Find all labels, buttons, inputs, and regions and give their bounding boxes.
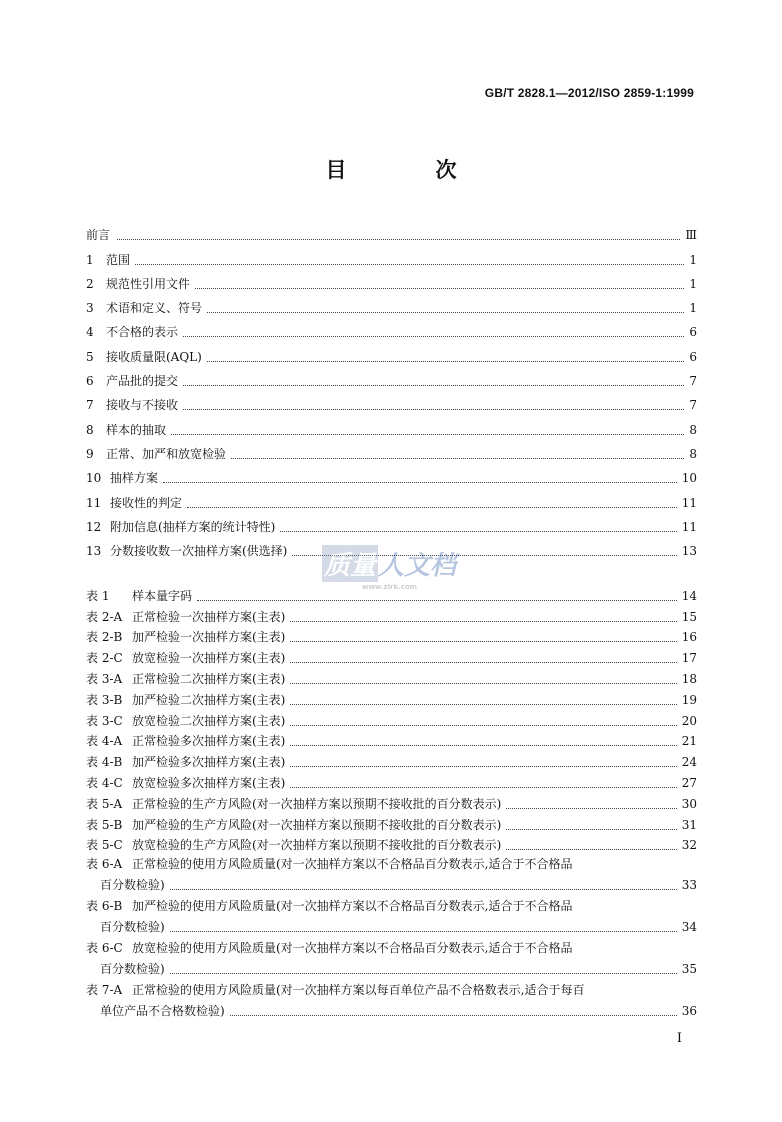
toc-entry-label: 抽样方案 [110, 471, 159, 486]
dot-leader [197, 600, 677, 601]
toc-entry-label: 接收质量限(AQL) [106, 349, 202, 364]
toc-entry[interactable] [86, 833, 697, 854]
dot-leader [230, 1015, 677, 1016]
toc-entry-page: 6 [689, 325, 697, 340]
toc-entry[interactable] [86, 413, 697, 437]
toc-entry[interactable] [86, 268, 697, 292]
toc-entry[interactable] [86, 243, 697, 267]
toc-entry-page: 35 [681, 962, 697, 977]
toc-entry-number: 表 2-B [86, 630, 123, 645]
toc-entry-number: 表 5-B [86, 817, 123, 832]
toc-entry-page: 6 [689, 349, 697, 364]
dot-leader [290, 641, 676, 642]
toc-entry-label: 正常检验的使用方风险质量(对一次抽样方案以不合格品百分数表示,适合于不合格品 [132, 857, 573, 872]
watermark-text: 人文档 [378, 550, 457, 581]
toc-entry-page: Ⅲ [685, 228, 697, 243]
toc-entry-page: 11 [681, 519, 697, 534]
toc-entry[interactable] [86, 687, 697, 708]
toc-entry-page: 32 [681, 838, 697, 853]
toc-entry[interactable] [86, 219, 697, 243]
toc-entry-number: 表 6-A [86, 857, 123, 872]
toc-entry-number: 2 [86, 276, 94, 291]
toc-entry-number: 9 [86, 446, 94, 461]
toc-entry-number: 前言 [86, 228, 111, 243]
dot-leader [183, 385, 684, 386]
toc-entry-label: 加严检验多次抽样方案(主表) [132, 755, 286, 770]
watermark-box-text: 质量 [322, 545, 378, 582]
toc-entry-label: 规范性引用文件 [106, 276, 191, 291]
toc-entry[interactable] [86, 389, 697, 413]
dot-leader [506, 829, 676, 830]
toc-entry-label: 样本的抽取 [106, 422, 167, 437]
toc-entry-label: 术语和定义、符号 [106, 301, 203, 316]
toc-entry-page: 16 [681, 630, 697, 645]
toc-entry-page: 33 [681, 878, 697, 893]
toc-entry-label-continued: 百分数检验) [100, 920, 165, 935]
toc-entry-label: 不合格的表示 [106, 325, 179, 340]
toc-entry-label: 产品批的提交 [106, 374, 179, 389]
toc-entry-label: 放宽检验的使用方风险质量(对一次抽样方案以不合格品百分数表示,适合于不合格品 [132, 941, 573, 956]
toc-entry-label: 放宽检验多次抽样方案(主表) [132, 775, 286, 790]
dot-leader [506, 849, 676, 850]
toc-entry-page: 8 [689, 446, 697, 461]
dot-leader [187, 507, 677, 508]
dot-leader [135, 264, 684, 265]
toc-entry-label: 正常、加严和放宽检验 [106, 446, 227, 461]
toc-entry-label: 放宽检验二次抽样方案(主表) [132, 713, 286, 728]
toc-entry-number: 表 2-C [86, 651, 123, 666]
dot-leader [290, 662, 676, 663]
toc-entry-number: 1 [86, 252, 94, 267]
toc-entry[interactable] [86, 791, 697, 812]
dot-leader [207, 312, 684, 313]
toc-entry-number: 5 [86, 349, 94, 364]
toc-entry[interactable] [86, 365, 697, 389]
toc-entry-page: 19 [681, 692, 697, 707]
toc-entry-number: 表 3-C [86, 713, 123, 728]
dot-leader [163, 482, 677, 483]
watermark-sub: www.zlrk.com [362, 583, 418, 591]
toc-entry-page: 10 [681, 471, 697, 486]
toc-entry[interactable] [86, 340, 697, 364]
toc-entry-label: 正常检验的生产方风险(对一次抽样方案以预期不接收批的百分数表示) [132, 796, 502, 811]
toc-entry-number: 13 [86, 544, 102, 559]
toc-entry[interactable] [86, 316, 697, 340]
toc-entry-label: 范围 [106, 252, 131, 267]
toc-entry-page: 20 [681, 713, 697, 728]
dot-leader [117, 239, 680, 240]
dot-leader [290, 745, 676, 746]
toc-entry-number: 8 [86, 422, 94, 437]
toc-entry-label: 附加信息(抽样方案的统计特性) [110, 519, 276, 534]
toc-entry-page: 1 [689, 252, 697, 267]
toc-entry[interactable] [86, 438, 697, 462]
dot-leader [195, 288, 684, 289]
toc-entry-number: 表 3-B [86, 692, 123, 707]
toc-entry-page: 24 [681, 755, 697, 770]
toc-entry-page: 30 [681, 796, 697, 811]
toc-entry-number: 表 5-C [86, 838, 123, 853]
toc-tables [86, 583, 697, 1021]
toc-entry-label: 放宽检验一次抽样方案(主表) [132, 651, 286, 666]
toc-entry-page: 15 [681, 609, 697, 624]
toc-entry[interactable] [86, 645, 697, 666]
dot-leader [231, 458, 684, 459]
page-number: I [676, 1031, 682, 1046]
watermark-logo [322, 545, 460, 591]
toc-entry-label: 接收与不接收 [106, 398, 179, 413]
toc-entry-page: 11 [681, 495, 697, 510]
toc-entry-page: 31 [681, 817, 697, 832]
toc-entry-label-continued: 单位产品不合格数检验) [100, 1004, 225, 1019]
toc-entry-label: 正常检验的使用方风险质量(对一次抽样方案以每百单位产品不合格数表示,适合于每百 [132, 983, 585, 998]
toc-entry[interactable] [86, 729, 697, 750]
toc-entry-number: 表 3-A [86, 671, 123, 686]
toc-entry-page: 34 [681, 920, 697, 935]
dot-leader [170, 889, 677, 890]
toc-entry-label: 加严检验的使用方风险质量(对一次抽样方案以不合格品百分数表示,适合于不合格品 [132, 899, 573, 914]
toc-entry-number: 表 6-B [86, 899, 123, 914]
toc-entry-label: 加严检验一次抽样方案(主表) [132, 630, 286, 645]
toc-entry-number: 表 5-A [86, 796, 123, 811]
toc-entry-number: 7 [86, 398, 94, 413]
toc-entry-number: 12 [86, 519, 102, 534]
standard-code: GB/T 2828.1—2012/ISO 2859-1:1999 [484, 86, 694, 100]
dot-leader [290, 766, 676, 767]
toc-entry[interactable] [86, 770, 697, 791]
dot-leader [183, 409, 684, 410]
toc-entry[interactable] [86, 708, 697, 729]
toc-entry-number: 表 2-A [86, 609, 123, 624]
toc-entry-page: 14 [681, 588, 697, 603]
dot-leader [290, 725, 676, 726]
toc-entry[interactable] [86, 511, 697, 535]
toc-entry-number: 表 4-A [86, 734, 123, 749]
toc-entry-number: 6 [86, 374, 94, 389]
toc-entry-page: 17 [681, 651, 697, 666]
toc-entry-label: 样本量字码 [132, 588, 193, 603]
toc-entry-wrapped[interactable] [86, 895, 697, 937]
toc-entry[interactable] [86, 462, 697, 486]
toc-entry-label: 放宽检验的生产方风险(对一次抽样方案以预期不接收批的百分数表示) [132, 838, 502, 853]
toc-entry-label: 正常检验多次抽样方案(主表) [132, 734, 286, 749]
dot-leader [207, 361, 685, 362]
dot-leader [170, 931, 677, 932]
toc-entry-label: 分数接收数一次抽样方案(供选择) [110, 544, 288, 559]
toc-entry-page: 7 [689, 398, 697, 413]
toc-entry-label: 加严检验的生产方风险(对一次抽样方案以预期不接收批的百分数表示) [132, 817, 502, 832]
toc-entry-page: 36 [681, 1004, 697, 1019]
toc-entry-number: 11 [86, 495, 102, 510]
dot-leader [506, 808, 676, 809]
page-title: 目 次 [325, 157, 491, 182]
toc-entry-number: 表 6-C [86, 941, 123, 956]
dot-leader [290, 621, 676, 622]
toc-entry-number: 表 1 [86, 588, 110, 603]
dot-leader [290, 704, 676, 705]
dot-leader [290, 683, 676, 684]
toc-entry-label: 加严检验二次抽样方案(主表) [132, 692, 286, 707]
toc-entry-page: 27 [681, 775, 697, 790]
toc-entry[interactable] [86, 604, 697, 625]
toc-entry-label-continued: 百分数检验) [100, 962, 165, 977]
toc-entry[interactable] [86, 749, 697, 770]
toc-sections [86, 219, 697, 559]
toc-entry-page: 13 [681, 544, 697, 559]
dot-leader [290, 787, 676, 788]
toc-entry[interactable] [86, 666, 697, 687]
toc-entry-number: 表 4-B [86, 755, 123, 770]
toc-entry-wrapped[interactable] [86, 853, 697, 895]
toc-entry[interactable] [86, 292, 697, 316]
dot-leader [171, 434, 684, 435]
toc-entry-label: 正常检验二次抽样方案(主表) [132, 671, 286, 686]
dot-leader [170, 973, 677, 974]
toc-entry[interactable] [86, 486, 697, 510]
toc-entry-number: 3 [86, 301, 94, 316]
toc-entry-page: 7 [689, 374, 697, 389]
toc-entry-wrapped[interactable] [86, 979, 697, 1021]
toc-entry-label-continued: 百分数检验) [100, 878, 165, 893]
toc-entry-number: 10 [86, 471, 102, 486]
toc-entry-page: 1 [689, 276, 697, 291]
toc-entry-page: 21 [681, 734, 697, 749]
dot-leader [280, 531, 676, 532]
dot-leader [183, 336, 684, 337]
toc-entry-number: 表 4-C [86, 775, 123, 790]
toc-entry[interactable] [86, 812, 697, 833]
toc-entry-number: 4 [86, 325, 94, 340]
toc-entry-label: 正常检验一次抽样方案(主表) [132, 609, 286, 624]
toc-entry-number: 表 7-A [86, 983, 123, 998]
toc-entry-page: 8 [689, 422, 697, 437]
toc-entry-page: 1 [689, 301, 697, 316]
toc-entry[interactable] [86, 625, 697, 646]
toc-entry-page: 18 [681, 671, 697, 686]
toc-entry-wrapped[interactable] [86, 937, 697, 979]
toc-entry-label: 接收性的判定 [110, 495, 183, 510]
